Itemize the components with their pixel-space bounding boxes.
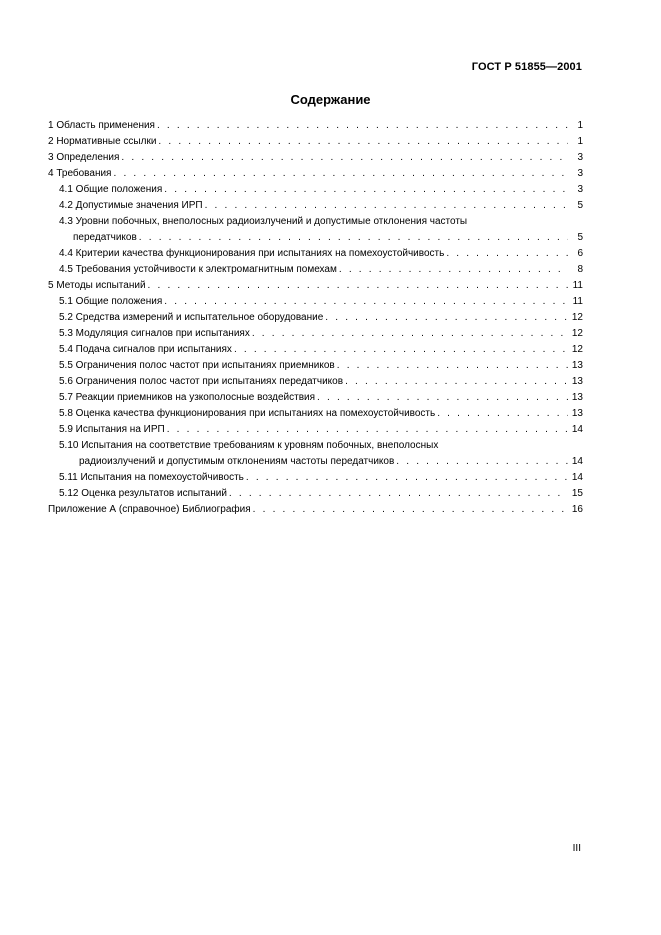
toc-entry-line [48, 358, 583, 374]
toc-page-number: 3 [577, 168, 583, 180]
toc-entry-title: 5.11 Испытания на помехоустойчивость [59, 471, 244, 483]
toc-entry[interactable] [48, 326, 583, 342]
toc-entry-title: Приложение А (справочное) Библиография [48, 503, 251, 515]
toc-entry-title: 4.4 Критерии качества функционирования при испытаниях на помехоустойчивость [59, 247, 445, 259]
toc-page-number: 13 [571, 392, 583, 404]
toc-entry[interactable] [48, 182, 583, 198]
toc-entry[interactable] [48, 406, 583, 422]
dot-leader [113, 166, 568, 182]
toc-entry[interactable] [48, 438, 583, 470]
dot-leader [164, 182, 568, 198]
dot-leader [437, 406, 568, 422]
toc-entry-title: 5.4 Подача сигналов при испытаниях [59, 344, 232, 356]
dot-leader [121, 150, 568, 166]
toc-entry[interactable] [48, 118, 583, 134]
toc-entry[interactable] [48, 262, 583, 278]
toc-entry-line [48, 422, 583, 438]
toc-page-number: 3 [577, 184, 583, 196]
toc-entry-line [48, 182, 583, 198]
toc-page-number: 1 [577, 136, 583, 148]
dot-leader [205, 198, 568, 214]
toc-page-number: 1 [577, 120, 583, 131]
toc-entry-title: 5 Методы испытаний [48, 279, 146, 291]
toc-entry-line [48, 134, 583, 150]
toc-page-number: 3 [577, 152, 583, 164]
toc-entry-title: 4.1 Общие положения [59, 184, 163, 196]
toc-entry-line [48, 342, 583, 358]
dot-leader [158, 134, 568, 150]
toc-entry-title: передатчиков [73, 231, 137, 243]
dot-leader [167, 422, 568, 438]
toc-entry-line [48, 166, 583, 182]
toc-page-number: 15 [571, 487, 583, 499]
toc-entry-line [48, 230, 583, 246]
dot-leader [396, 454, 568, 470]
toc-entry[interactable] [48, 470, 583, 486]
toc-page-number: 8 [577, 263, 583, 275]
dot-leader [339, 262, 568, 278]
toc-entry-title: 4.5 Требования устойчивости к электромагнитным помехам [59, 263, 337, 275]
toc-entry[interactable] [48, 374, 583, 390]
toc-entry-title: 5.6 Ограничения полос частот при испытаниях передатчиков [59, 376, 344, 388]
dot-leader [229, 486, 568, 502]
toc-entry-title: 3 Определения [48, 152, 120, 164]
toc-page-number: 16 [571, 503, 583, 515]
dot-leader [253, 502, 568, 518]
toc-entry-line [48, 150, 583, 166]
toc-entry-line [48, 374, 583, 390]
toc-entry[interactable] [48, 214, 583, 246]
toc-entry-line [48, 198, 583, 214]
toc-entry-line [48, 470, 583, 486]
toc-entry-title: 4.2 Допустимые значения ИРП [59, 200, 203, 212]
toc-page-number: 14 [571, 471, 583, 483]
dot-leader [317, 390, 568, 406]
dot-leader [325, 310, 568, 326]
toc-entry-line [48, 310, 583, 326]
toc-page-number: 14 [571, 455, 583, 467]
dot-leader [139, 230, 568, 246]
toc-entry-line [48, 502, 583, 518]
toc-entry[interactable] [48, 246, 583, 262]
toc-entry-line [48, 454, 583, 470]
dot-leader [345, 374, 568, 390]
toc-page-number: 6 [577, 247, 583, 259]
dot-leader [337, 358, 568, 374]
toc-entry-line [48, 406, 583, 422]
toc-entry-line [48, 262, 583, 278]
toc-entry-title: 5.7 Реакции приемников на узкополосные воздействия [59, 392, 316, 404]
toc-entry[interactable] [48, 278, 583, 294]
toc-entry-line [48, 486, 583, 502]
toc-entry-line [48, 278, 583, 294]
dot-leader [148, 278, 568, 294]
toc-entry[interactable] [48, 486, 583, 502]
toc-entry[interactable] [48, 502, 583, 518]
toc-entry-title: 5.2 Средства измерений и испытательное оборудование [59, 311, 324, 323]
toc-page-number: 14 [571, 424, 583, 436]
toc-entry[interactable] [48, 422, 583, 438]
toc-entry-line [48, 246, 583, 262]
table-of-contents [48, 118, 583, 518]
toc-entry-line [48, 118, 583, 134]
dot-leader [252, 326, 568, 342]
toc-title: Содержание [290, 92, 371, 107]
toc-page-number: 11 [572, 295, 583, 307]
toc-entry[interactable] [48, 198, 583, 214]
toc-entry[interactable] [48, 390, 583, 406]
toc-page-number: 13 [571, 376, 583, 388]
toc-entry[interactable] [48, 358, 583, 374]
toc-entry[interactable] [48, 294, 583, 310]
toc-page-number: 12 [571, 328, 583, 340]
toc-entry[interactable] [48, 342, 583, 358]
toc-entry[interactable] [48, 166, 583, 182]
toc-entry[interactable] [48, 310, 583, 326]
page-folio: III [572, 843, 581, 854]
toc-page-number: 5 [577, 200, 583, 212]
dot-leader [157, 118, 568, 134]
toc-entry-title: 5.5 Ограничения полос частот при испытаниях приемников [59, 360, 335, 372]
toc-entry-title: 5.3 Модуляция сигналов при испытаниях [59, 328, 250, 340]
toc-entry[interactable] [48, 134, 583, 150]
toc-entry-title: 4 Требования [48, 168, 112, 180]
toc-entry-line [48, 294, 583, 310]
toc-entry[interactable] [48, 150, 583, 166]
dot-leader [164, 294, 568, 310]
toc-entry-line [48, 214, 583, 230]
dot-leader [234, 342, 568, 358]
toc-entry-title: 5.10 Испытания на соответствие требованиям к уровням побочных, внеполосных [59, 440, 439, 452]
toc-entry-title: 5.1 Общие положения [59, 295, 163, 307]
toc-entry-title: 1 Область применения [48, 120, 155, 131]
toc-page-number: 11 [572, 279, 583, 291]
toc-page-number: 5 [577, 231, 583, 243]
toc-page-number: 12 [571, 344, 583, 356]
toc-entry-title: радиоизлучений и допустимым отклонениям частоты передатчиков [79, 455, 395, 467]
toc-entry-title: 2 Нормативные ссылки [48, 136, 157, 148]
toc-page-number: 13 [571, 360, 583, 372]
toc-entry-line [48, 390, 583, 406]
toc-page-number: 12 [571, 311, 583, 323]
toc-entry-line [48, 438, 583, 454]
toc-entry-title: 5.12 Оценка результатов испытаний [59, 487, 227, 499]
toc-entry-title: 4.3 Уровни побочных, внеполосных радиоизлучений и допустимые отклонения частоты [59, 216, 468, 228]
dot-leader [246, 470, 568, 486]
dot-leader [446, 246, 568, 262]
toc-entry-line [48, 326, 583, 342]
toc-page-number: 13 [571, 408, 583, 420]
toc-entry-title: 5.9 Испытания на ИРП [59, 424, 165, 436]
toc-entry-title: 5.8 Оценка качества функционирования при испытаниях на помехоустойчивость [59, 408, 436, 420]
standard-code: ГОСТ Р 51855—2001 [471, 61, 582, 73]
